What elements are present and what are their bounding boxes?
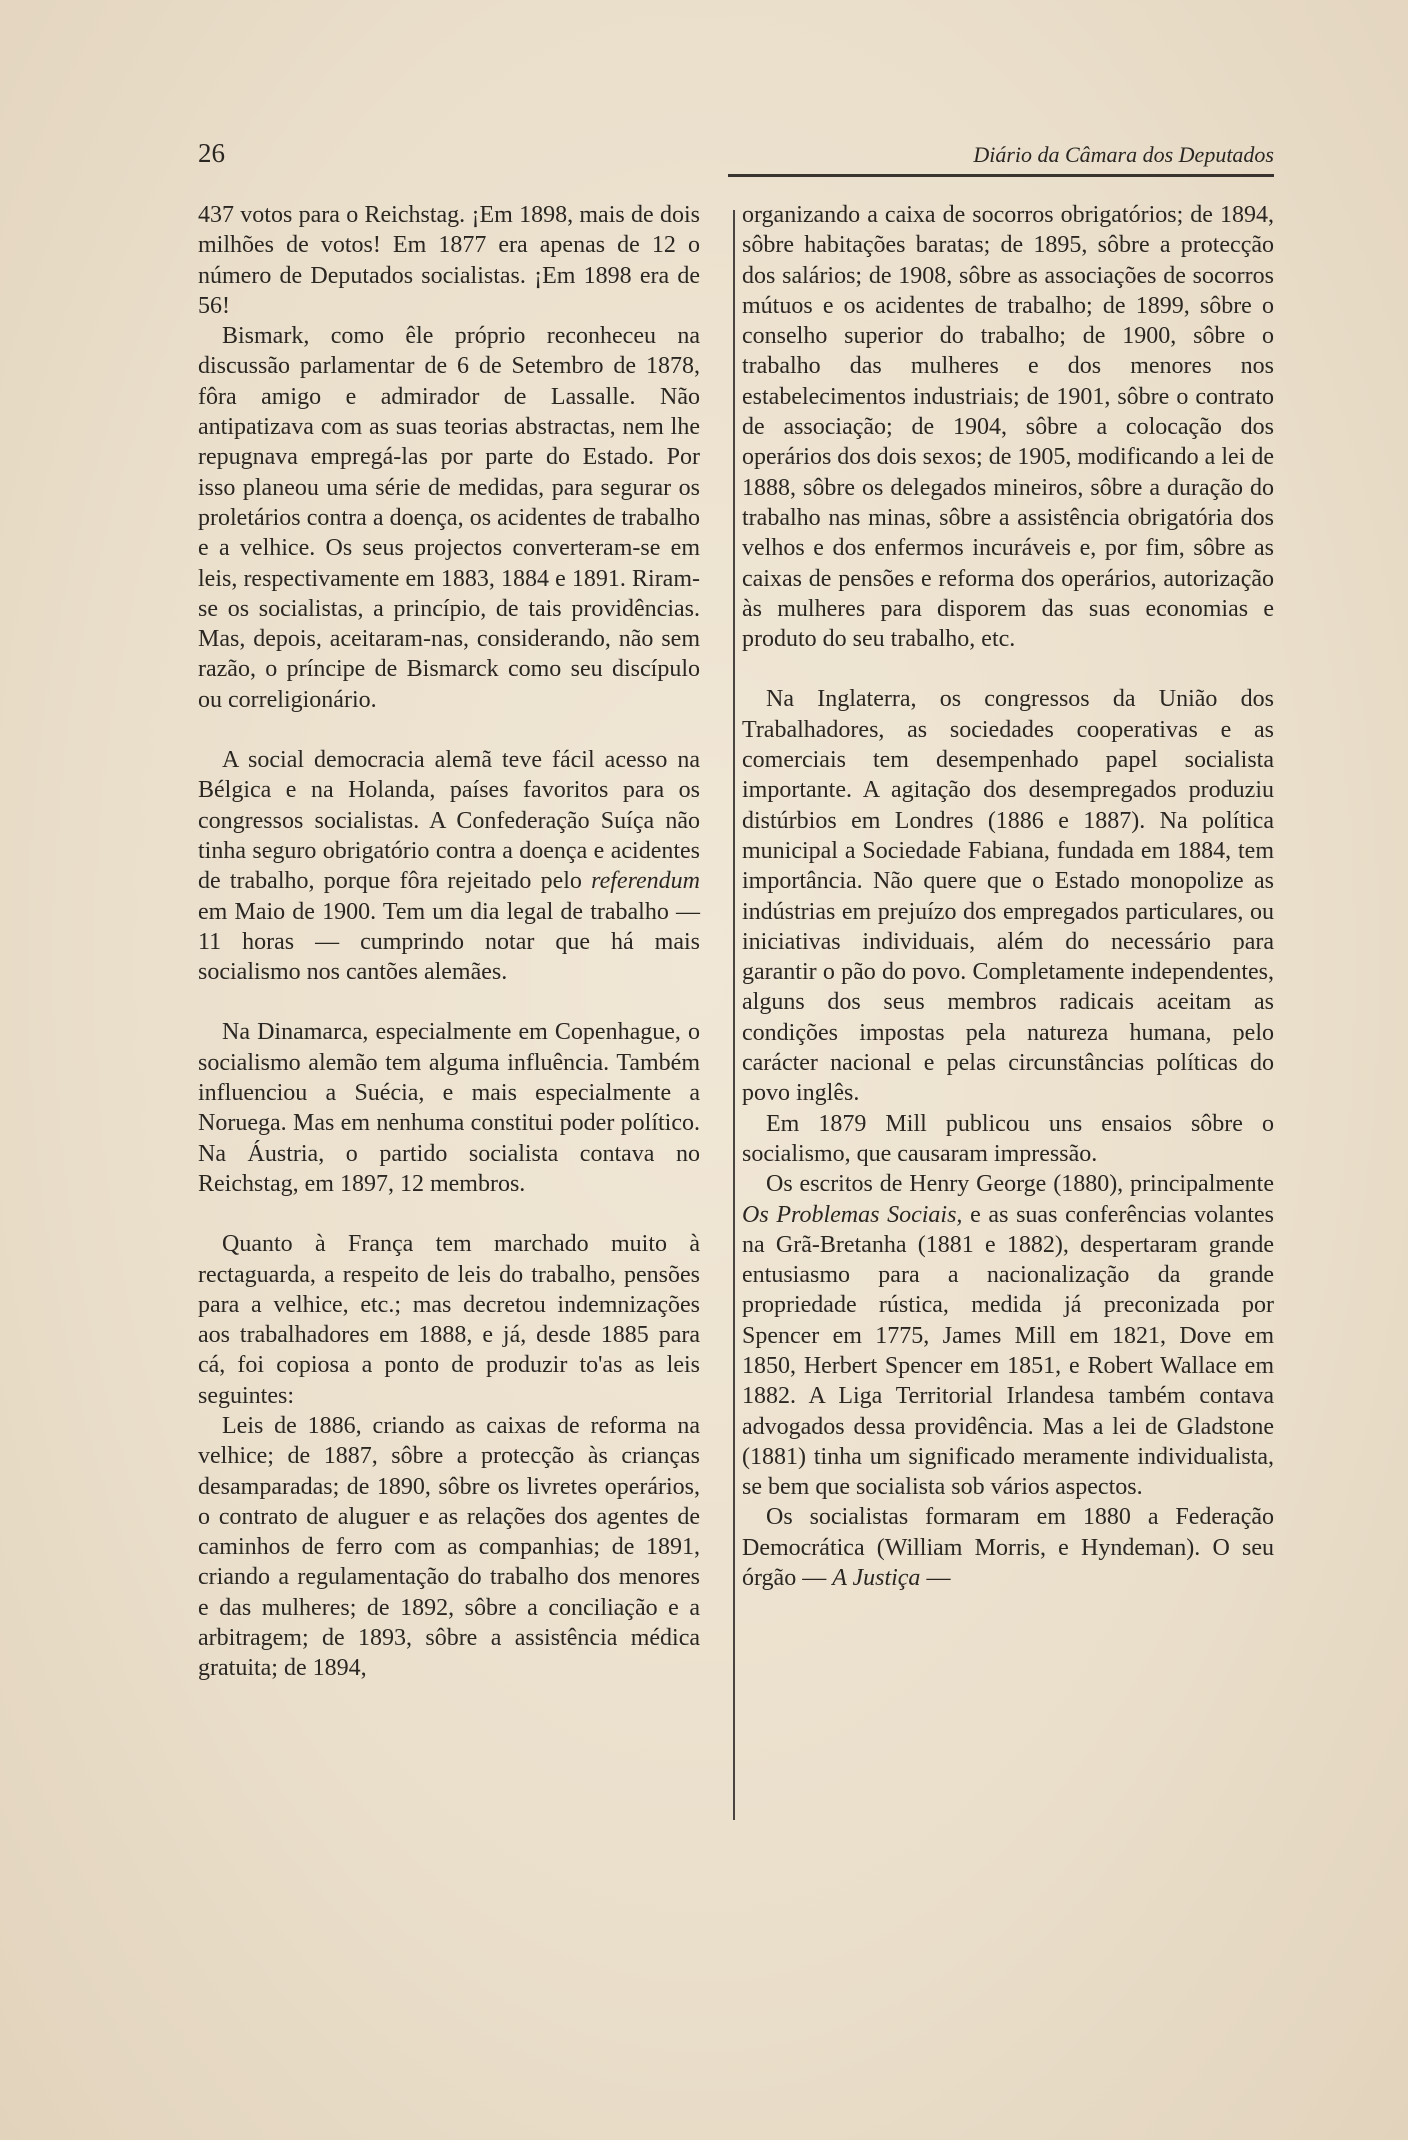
paragraph: organizando a caixa de socorros obrigatórios; de 1894, sôbre habitações baratas; de 1895, sôbre a protecção dos salários; de 1908, sôbre as associações de socorros mútuos e os acidentes de trabalho; de 1899, sôbre o conselho superior do trabalho; de 1900, sôbre o trabalho das mulheres e dos menores nos estabelecimentos industriais; de 1901, sôbre o contrato de associação; de 1904, sôbre a colocação dos operários dos dois sexos; de 1905, modificando a lei de 1888, sôbre os delegados mineiros, sôbre a duração do trabalho nas minas, sôbre a assistência obrigatória dos velhos e dos enfermos incuráveis e, por fim, sôbre as caixas de pensões e reforma dos operários, autorização às mulheres para disporem das suas economias e produto do seu trabalho, etc. [742, 202, 1274, 653]
text-run: Os escritos de Henry George (1880), principalmente [766, 1171, 1274, 1198]
italic-title: Os Problemas Sociais, [742, 1201, 963, 1228]
paragraph: Quanto à França tem marchado muito à rectaguarda, a respeito de leis do trabalho, pensões para a velhice, etc.; mas decretou indemnizações aos trabalhadores em 1888, e já, desde 1885 para cá, foi copiosa a ponto de produzir to'as as leis seguintes: [198, 1231, 700, 1409]
paragraph: Bismark, como êle próprio reconheceu na discussão parlamentar de 6 de Setembro de 1878, fôra amigo e admirador de Lassalle. Não antipatizava com as suas teorias abstractas, nem lhe repugnava empregá-las por parte do Estado. Por isso planeou uma série de medidas, para segurar os proletários contra a doença, os acidentes de trabalho e a velhice. Os seus projectos converteram-se em leis, respectivamente em 1883, 1884 e 1891. Riram-se os socialistas, a princípio, de tais providências. Mas, depois, aceitaram-nas, considerando, não sem razão, o príncipe de Bismarck como seu discípulo ou correligionário. [198, 323, 700, 713]
paragraph [742, 1502, 1274, 1593]
italic-title: A Justiça [832, 1565, 921, 1592]
text-run: e as suas conferências volantes na Grã-Bretanha (1881 e 1882), despertaram grande entusiasmo para a nacionalização da grande propriedade rústica, medida já preconizada por Spencer em 1775, James Mill em 1821, Dove em 1850, Herbert Spencer em 1851, e Robert Wallace em 1882. A Liga Territorial Irlandesa também contava advogados dessa providência. Mas a lei de Gladstone (1881) tinha um significado meramente individualista, se bem que socialista sob vários aspectos. [742, 1201, 1274, 1501]
running-title: Diário da Câmara dos Deputados [973, 142, 1274, 167]
left-column [198, 200, 700, 1684]
text-run: — [920, 1565, 951, 1592]
paragraph: Em 1879 Mill publicou uns ensaios sôbre o socialismo, que causaram impressão. [742, 1110, 1274, 1167]
text-run: em Maio de 1900. Tem um dia legal de trabalho — 11 horas — cumprindo notar que há mais socialismo nos cantões alemães. [198, 898, 700, 986]
paragraph [198, 745, 700, 987]
paragraph: Leis de 1886, criando as caixas de reforma na velhice; de 1887, sôbre a protecção às crianças desamparadas; de 1890, sôbre os livretes operários, o contrato de aluguer e as relações dos agentes de caminhos de ferro com as companhias; de 1891, criando a regulamentação do trabalho dos menores e das mulheres; de 1892, sôbre a conciliação e a arbitragem; de 1893, sôbre a assistência médica gratuita; de 1894, [198, 1412, 700, 1682]
column-divider [733, 210, 735, 1820]
page-header [198, 138, 1274, 178]
paragraph [742, 1169, 1274, 1502]
text-run: A social democracia alemã teve fácil acesso na Bélgica e na Holanda, países favoritos para os congressos socialistas. A Confederação Suíça não tinha seguro obrigatório contra a doença e acidentes de trabalho, porque fôra rejeitado pelo [198, 747, 700, 895]
italic-term: referendum [591, 868, 700, 895]
page-number: 26 [198, 138, 225, 168]
paragraph: 437 votos para o Reichstag. ¡Em 1898, mais de dois milhões de votos! Em 1877 era apenas de 12 o número de Deputados socialistas. ¡Em 1898 era de 56! [198, 202, 700, 319]
text-run: Os socialistas formaram em 1880 a Federação Democrática (William Morris, e Hyndeman). O seu órgão — [742, 1504, 1274, 1592]
right-column [742, 200, 1274, 1593]
paragraph: Na Dinamarca, especialmente em Copenhague, o socialismo alemão tem alguma influência. Também influenciou a Suécia, e mais especialmente a Noruega. Mas em nenhuma constitui poder político. Na Áustria, o partido socialista contava no Reichstag, em 1897, 12 membros. [198, 1019, 700, 1197]
paragraph: Na Inglaterra, os congressos da União dos Trabalhadores, as sociedades cooperativas e as comerciais tem desempenhado papel socialista importante. A agitação dos desempregados produziu distúrbios em Londres (1886 e 1887). Na política municipal a Sociedade Fabiana, fundada em 1884, tem importância. Não quere que o Estado monopolize as indústrias em prejuízo dos empregados particulares, ou iniciativas individuais, além do necessário para garantir o pão do povo. Completamente independentes, alguns dos seus membros radicais aceitam as condições impostas pela natureza humana, pelo carácter nacional e pelas circunstâncias políticas do povo inglês. [742, 686, 1274, 1107]
header-rule [728, 174, 1274, 177]
